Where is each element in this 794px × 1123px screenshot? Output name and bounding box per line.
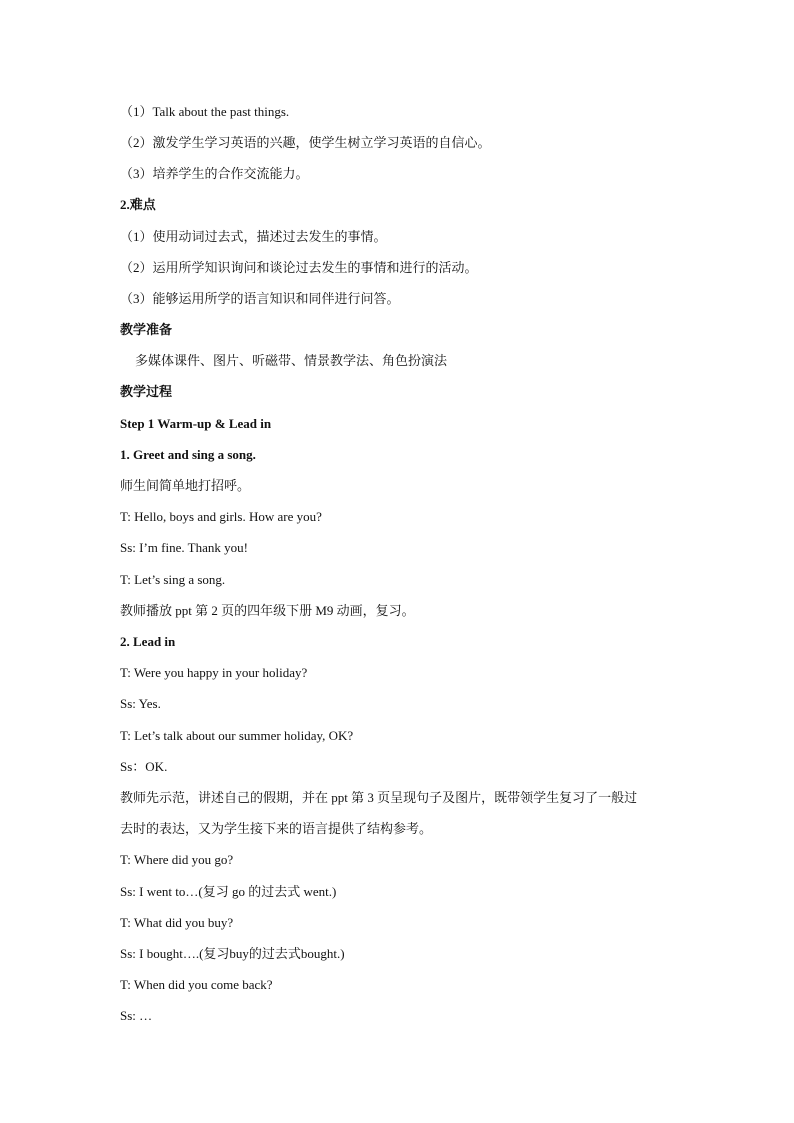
dialogue-line: T: Hello, boys and girls. How are you? [120,509,322,524]
greet-heading: 1. Greet and sing a song. [120,447,256,462]
dialogue-line: T: Where did you go? [120,852,234,867]
dialogue-line: Ss: I went to…(复习 go 的过去式 went.) [120,884,337,899]
difficulty-line-1: （1）使用动词过去式，描述过去发生的事情。 [120,229,387,244]
dialogue-line: T: Were you happy in your holiday? [120,665,308,680]
dialogue-line: Ss: Yes. [120,696,161,711]
dialogue-line: T: When did you come back? [120,977,273,992]
dialogue-line: Ss: I bought….(复习buy的过去式bought.) [120,946,345,961]
objective-line-3: （3）培养学生的合作交流能力。 [120,166,309,181]
difficulty-line-3: （3）能够运用所学的语言知识和同伴进行问答。 [120,291,400,306]
preparation-text: 多媒体课件、图片、听磁带、情景教学法、角色扮演法 [135,353,448,368]
difficulty-line-2: （2）运用所学知识询问和谈论过去发生的事情和进行的活动。 [120,260,478,275]
step-1-heading: Step 1 Warm-up & Lead in [120,416,272,431]
lead-in-heading: 2. Lead in [120,634,176,649]
dialogue-line: T: Let’s sing a song. [120,572,226,587]
dialogue-line: T: Let’s talk about our summer holiday, OK? [120,728,354,743]
preparation-heading: 教学准备 [120,322,173,337]
dialogue-line: Ss: … [120,1008,153,1023]
dialogue-line: Ss: I’m fine. Thank you! [120,540,248,555]
difficulty-heading: 2.难点 [120,197,156,212]
body-line: 师生间简单地打招呼。 [120,478,251,493]
process-heading: 教学过程 [120,384,173,399]
objective-line-1: （1）Talk about the past things. [120,104,290,119]
dialogue-line: T: What did you buy? [120,915,234,930]
objective-line-2: （2）激发学生学习英语的兴趣，使学生树立学习英语的自信心。 [120,135,491,150]
body-line: 去时的表达，又为学生接下来的语言提供了结构参考。 [120,821,433,836]
dialogue-line: Ss：OK. [120,759,168,774]
body-line: 教师播放 ppt 第 2 页的四年级下册 M9 动画，复习。 [120,603,415,618]
body-line: 教师先示范，讲述自己的假期，并在 ppt 第 3 页呈现句子及图片，既带领学生复习了一般过 [120,790,638,805]
